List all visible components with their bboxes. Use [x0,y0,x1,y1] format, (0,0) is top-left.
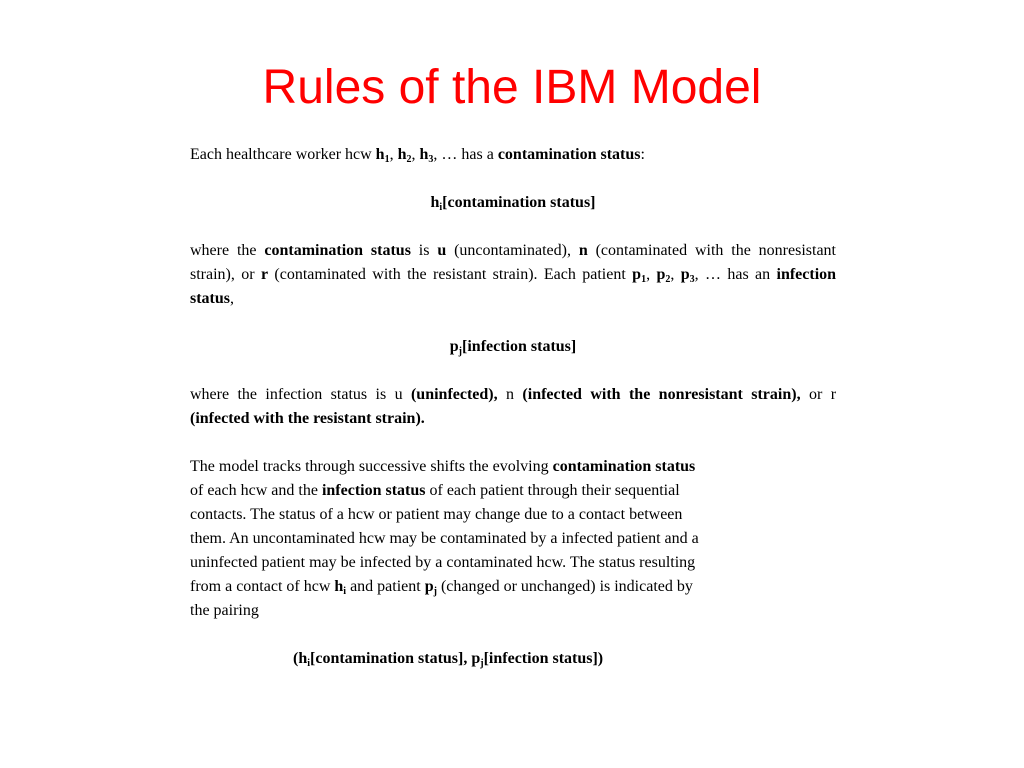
patient-notation: $p_j[infection$ status] [449,338,577,357]
pairing-notation: ($h_i[contamination$ status], $p_j[infection$ status]) [293,650,604,669]
infection-definition-paragraph: where the infection status is u (uninfected), n (infected with the nonresistant strain), or r (infected with the resistant strain). [190,386,837,427]
hcw-intro-paragraph: Each healthcare worker hcw $h_1$, $h_2$, $h_3$, … has a contamination status: [190,146,645,165]
model-tracking-paragraph: The model tracks through successive shifts the evolving contamination status of each hcw and the infection status of each patient through their sequential contacts. The status of a hcw or patient may change due to a contact between them. An uncontaminated hcw may be contaminated by a infected patient and a uninfected patient may be infected by a contaminated hcw. The status resulting from a contact of hcw $h_i$ and patient $p_j$ (changed or unchanged) is indicated by the pairing [190,458,699,619]
hcw-notation: $h_i[contamination$ status] [430,194,596,213]
contamination-definition-paragraph: where the contamination status is u (uncontaminated), n (contaminated with the nonresistant strain), or r (contaminated with the resistant strain). Each patient $p_1$, $p_2$, $p_3$, … has an infection status, [190,242,837,307]
slide-body [190,143,836,671]
slide-title: Rules of the IBM Model [262,61,762,114]
